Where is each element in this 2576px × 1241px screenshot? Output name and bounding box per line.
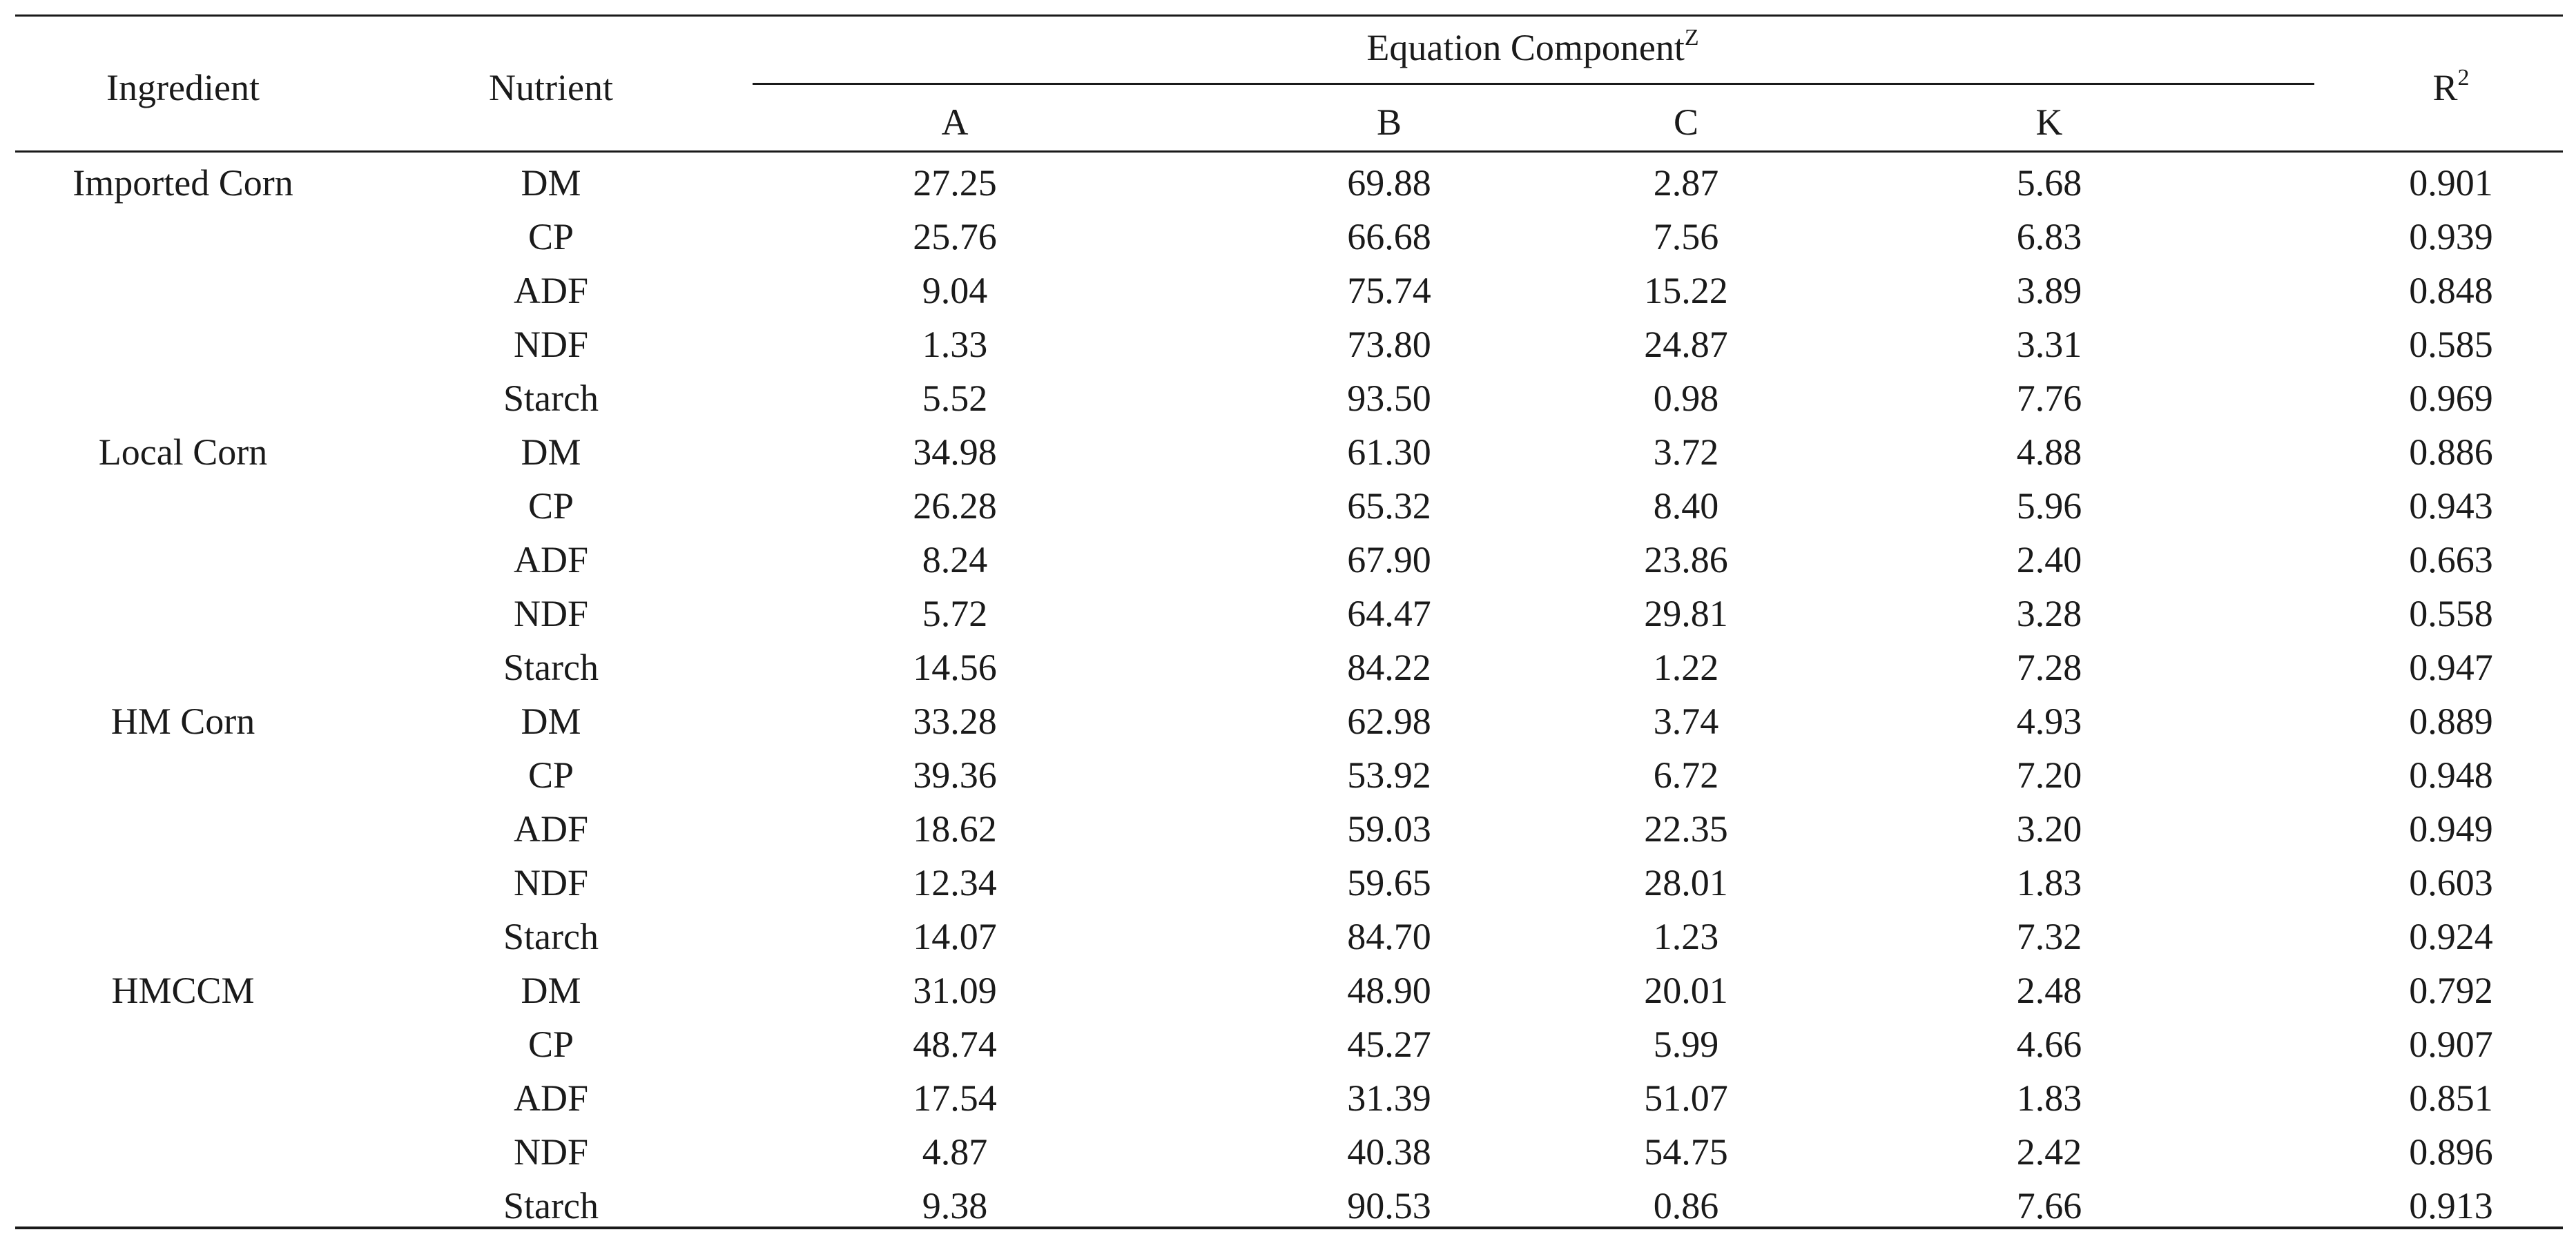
table-row xyxy=(0,810,2576,864)
cell-k: 1.83 xyxy=(2016,862,2082,903)
cell-k: 4.88 xyxy=(2016,431,2082,473)
equation-component-underline xyxy=(753,83,2314,85)
cell-c: 29.81 xyxy=(1644,593,1728,634)
cell-nutrient: CP xyxy=(527,1024,574,1065)
cell-ingredient: Local Corn xyxy=(98,431,268,473)
cell-nutrient: ADF xyxy=(513,1077,589,1119)
cell-a: 12.34 xyxy=(913,862,997,903)
header-equation-component xyxy=(1366,25,1699,68)
cell-r-squared: 0.792 xyxy=(2409,970,2493,1011)
cell-nutrient: Starch xyxy=(503,1185,599,1227)
cell-a: 14.56 xyxy=(913,647,997,688)
table-row xyxy=(0,433,2576,487)
cell-b: 53.92 xyxy=(1347,754,1431,796)
table-row xyxy=(0,703,2576,756)
cell-nutrient: NDF xyxy=(513,324,589,365)
table-row xyxy=(0,756,2576,810)
cell-ingredient: Imported Corn xyxy=(72,162,293,204)
table-row xyxy=(0,649,2576,703)
header-r-sup: 2 xyxy=(2457,65,2470,90)
cell-c: 3.74 xyxy=(1653,701,1719,742)
cell-a: 5.52 xyxy=(922,378,988,419)
cell-c: 3.72 xyxy=(1653,431,1719,473)
header-equation-component-sup: Z xyxy=(1684,25,1699,50)
cell-b: 65.32 xyxy=(1347,485,1431,527)
cell-k: 7.20 xyxy=(2016,754,2082,796)
table-row xyxy=(0,164,2576,218)
cell-b: 64.47 xyxy=(1347,593,1431,634)
cell-r-squared: 0.901 xyxy=(2409,162,2493,204)
table-row xyxy=(0,218,2576,272)
cell-nutrient: ADF xyxy=(513,808,589,850)
header-nutrient: Nutrient xyxy=(489,67,613,108)
cell-k: 3.20 xyxy=(2016,808,2082,850)
cell-nutrient: ADF xyxy=(513,539,589,580)
cell-c: 20.01 xyxy=(1644,970,1728,1011)
cell-nutrient: NDF xyxy=(513,862,589,903)
table-row xyxy=(0,1026,2576,1079)
header-b: B xyxy=(1376,101,1402,143)
cell-a: 1.33 xyxy=(922,324,988,365)
table-row xyxy=(0,864,2576,918)
cell-b: 61.30 xyxy=(1347,431,1431,473)
cell-r-squared: 0.948 xyxy=(2409,754,2493,796)
cell-nutrient: CP xyxy=(527,216,574,257)
cell-b: 93.50 xyxy=(1347,378,1431,419)
header-c: C xyxy=(1673,101,1699,143)
cell-a: 14.07 xyxy=(913,916,997,957)
cell-r-squared: 0.943 xyxy=(2409,485,2493,527)
cell-k: 2.40 xyxy=(2016,539,2082,580)
cell-b: 59.03 xyxy=(1347,808,1431,850)
cell-r-squared: 0.924 xyxy=(2409,916,2493,957)
cell-k: 3.89 xyxy=(2016,270,2082,311)
cell-ingredient: HMCCM xyxy=(111,970,255,1011)
header-equation-component-text: Equation Component xyxy=(1366,27,1685,68)
cell-a: 33.28 xyxy=(913,701,997,742)
cell-b: 75.74 xyxy=(1347,270,1431,311)
cell-b: 31.39 xyxy=(1347,1077,1431,1119)
cell-b: 67.90 xyxy=(1347,539,1431,580)
table-row xyxy=(0,487,2576,541)
cell-c: 8.40 xyxy=(1653,485,1719,527)
cell-nutrient: DM xyxy=(521,431,581,473)
header-ingredient: Ingredient xyxy=(106,67,260,108)
cell-nutrient: NDF xyxy=(513,1131,589,1173)
cell-k: 2.48 xyxy=(2016,970,2082,1011)
cell-nutrient: CP xyxy=(527,754,574,796)
cell-b: 90.53 xyxy=(1347,1185,1431,1227)
cell-k: 1.83 xyxy=(2016,1077,2082,1119)
cell-c: 0.86 xyxy=(1653,1185,1719,1227)
cell-b: 59.65 xyxy=(1347,862,1431,903)
table-row xyxy=(0,595,2576,649)
cell-r-squared: 0.913 xyxy=(2409,1185,2493,1227)
table-row xyxy=(0,1079,2576,1133)
cell-k: 7.66 xyxy=(2016,1185,2082,1227)
cell-r-squared: 0.969 xyxy=(2409,378,2493,419)
cell-r-squared: 0.663 xyxy=(2409,539,2493,580)
cell-nutrient: DM xyxy=(521,162,581,204)
cell-c: 1.22 xyxy=(1653,647,1719,688)
cell-nutrient: DM xyxy=(521,970,581,1011)
cell-r-squared: 0.848 xyxy=(2409,270,2493,311)
header-k: K xyxy=(2035,101,2063,143)
cell-r-squared: 0.947 xyxy=(2409,647,2493,688)
table-row xyxy=(0,918,2576,972)
table-row xyxy=(0,272,2576,326)
table-top-rule xyxy=(15,14,2563,17)
cell-nutrient: NDF xyxy=(513,593,589,634)
cell-a: 8.24 xyxy=(922,539,988,580)
cell-k: 5.68 xyxy=(2016,162,2082,204)
cell-b: 73.80 xyxy=(1347,324,1431,365)
cell-c: 51.07 xyxy=(1644,1077,1728,1119)
cell-a: 4.87 xyxy=(922,1131,988,1173)
cell-r-squared: 0.939 xyxy=(2409,216,2493,257)
header-bottom-rule xyxy=(15,150,2563,153)
cell-r-squared: 0.558 xyxy=(2409,593,2493,634)
table-row xyxy=(0,1133,2576,1187)
cell-c: 7.56 xyxy=(1653,216,1719,257)
table-row xyxy=(0,541,2576,595)
cell-b: 66.68 xyxy=(1347,216,1431,257)
cell-b: 45.27 xyxy=(1347,1024,1431,1065)
cell-a: 27.25 xyxy=(913,162,997,204)
cell-nutrient: CP xyxy=(527,485,574,527)
cell-nutrient: DM xyxy=(521,701,581,742)
table-row xyxy=(0,972,2576,1026)
cell-c: 15.22 xyxy=(1644,270,1728,311)
cell-b: 84.22 xyxy=(1347,647,1431,688)
cell-b: 48.90 xyxy=(1347,970,1431,1011)
cell-nutrient: Starch xyxy=(503,916,599,957)
table-row xyxy=(0,1187,2576,1241)
cell-nutrient: Starch xyxy=(503,647,599,688)
cell-k: 2.42 xyxy=(2016,1131,2082,1173)
cell-r-squared: 0.851 xyxy=(2409,1077,2493,1119)
cell-c: 28.01 xyxy=(1644,862,1728,903)
cell-c: 0.98 xyxy=(1653,378,1719,419)
cell-k: 5.96 xyxy=(2016,485,2082,527)
cell-a: 5.72 xyxy=(922,593,988,634)
cell-a: 9.38 xyxy=(922,1185,988,1227)
cell-k: 7.28 xyxy=(2016,647,2082,688)
cell-c: 24.87 xyxy=(1644,324,1728,365)
cell-c: 1.23 xyxy=(1653,916,1719,957)
cell-r-squared: 0.907 xyxy=(2409,1024,2493,1065)
cell-k: 3.31 xyxy=(2016,324,2082,365)
cell-r-squared: 0.949 xyxy=(2409,808,2493,850)
cell-a: 9.04 xyxy=(922,270,988,311)
cell-c: 6.72 xyxy=(1653,754,1719,796)
cell-nutrient: Starch xyxy=(503,378,599,419)
cell-b: 62.98 xyxy=(1347,701,1431,742)
cell-b: 40.38 xyxy=(1347,1131,1431,1173)
cell-k: 7.32 xyxy=(2016,916,2082,957)
cell-ingredient: HM Corn xyxy=(110,701,255,742)
cell-a: 25.76 xyxy=(913,216,997,257)
cell-a: 34.98 xyxy=(913,431,997,473)
cell-k: 3.28 xyxy=(2016,593,2082,634)
table-row xyxy=(0,380,2576,433)
cell-a: 48.74 xyxy=(913,1024,997,1065)
cell-nutrient: ADF xyxy=(513,270,589,311)
cell-k: 7.76 xyxy=(2016,378,2082,419)
cell-k: 4.93 xyxy=(2016,701,2082,742)
cell-c: 54.75 xyxy=(1644,1131,1728,1173)
table-row xyxy=(0,326,2576,380)
header-r2 xyxy=(2432,65,2470,108)
cell-a: 17.54 xyxy=(913,1077,997,1119)
cell-c: 23.86 xyxy=(1644,539,1728,580)
cell-r-squared: 0.603 xyxy=(2409,862,2493,903)
cell-k: 4.66 xyxy=(2016,1024,2082,1065)
cell-b: 84.70 xyxy=(1347,916,1431,957)
header-r-text: R xyxy=(2432,67,2458,108)
cell-r-squared: 0.889 xyxy=(2409,701,2493,742)
cell-a: 31.09 xyxy=(913,970,997,1011)
cell-r-squared: 0.896 xyxy=(2409,1131,2493,1173)
header-a: A xyxy=(941,101,969,143)
cell-r-squared: 0.886 xyxy=(2409,431,2493,473)
cell-r-squared: 0.585 xyxy=(2409,324,2493,365)
cell-c: 22.35 xyxy=(1644,808,1728,850)
cell-c: 5.99 xyxy=(1653,1024,1719,1065)
cell-a: 26.28 xyxy=(913,485,997,527)
cell-a: 39.36 xyxy=(913,754,997,796)
cell-a: 18.62 xyxy=(913,808,997,850)
cell-c: 2.87 xyxy=(1653,162,1719,204)
cell-b: 69.88 xyxy=(1347,162,1431,204)
cell-k: 6.83 xyxy=(2016,216,2082,257)
